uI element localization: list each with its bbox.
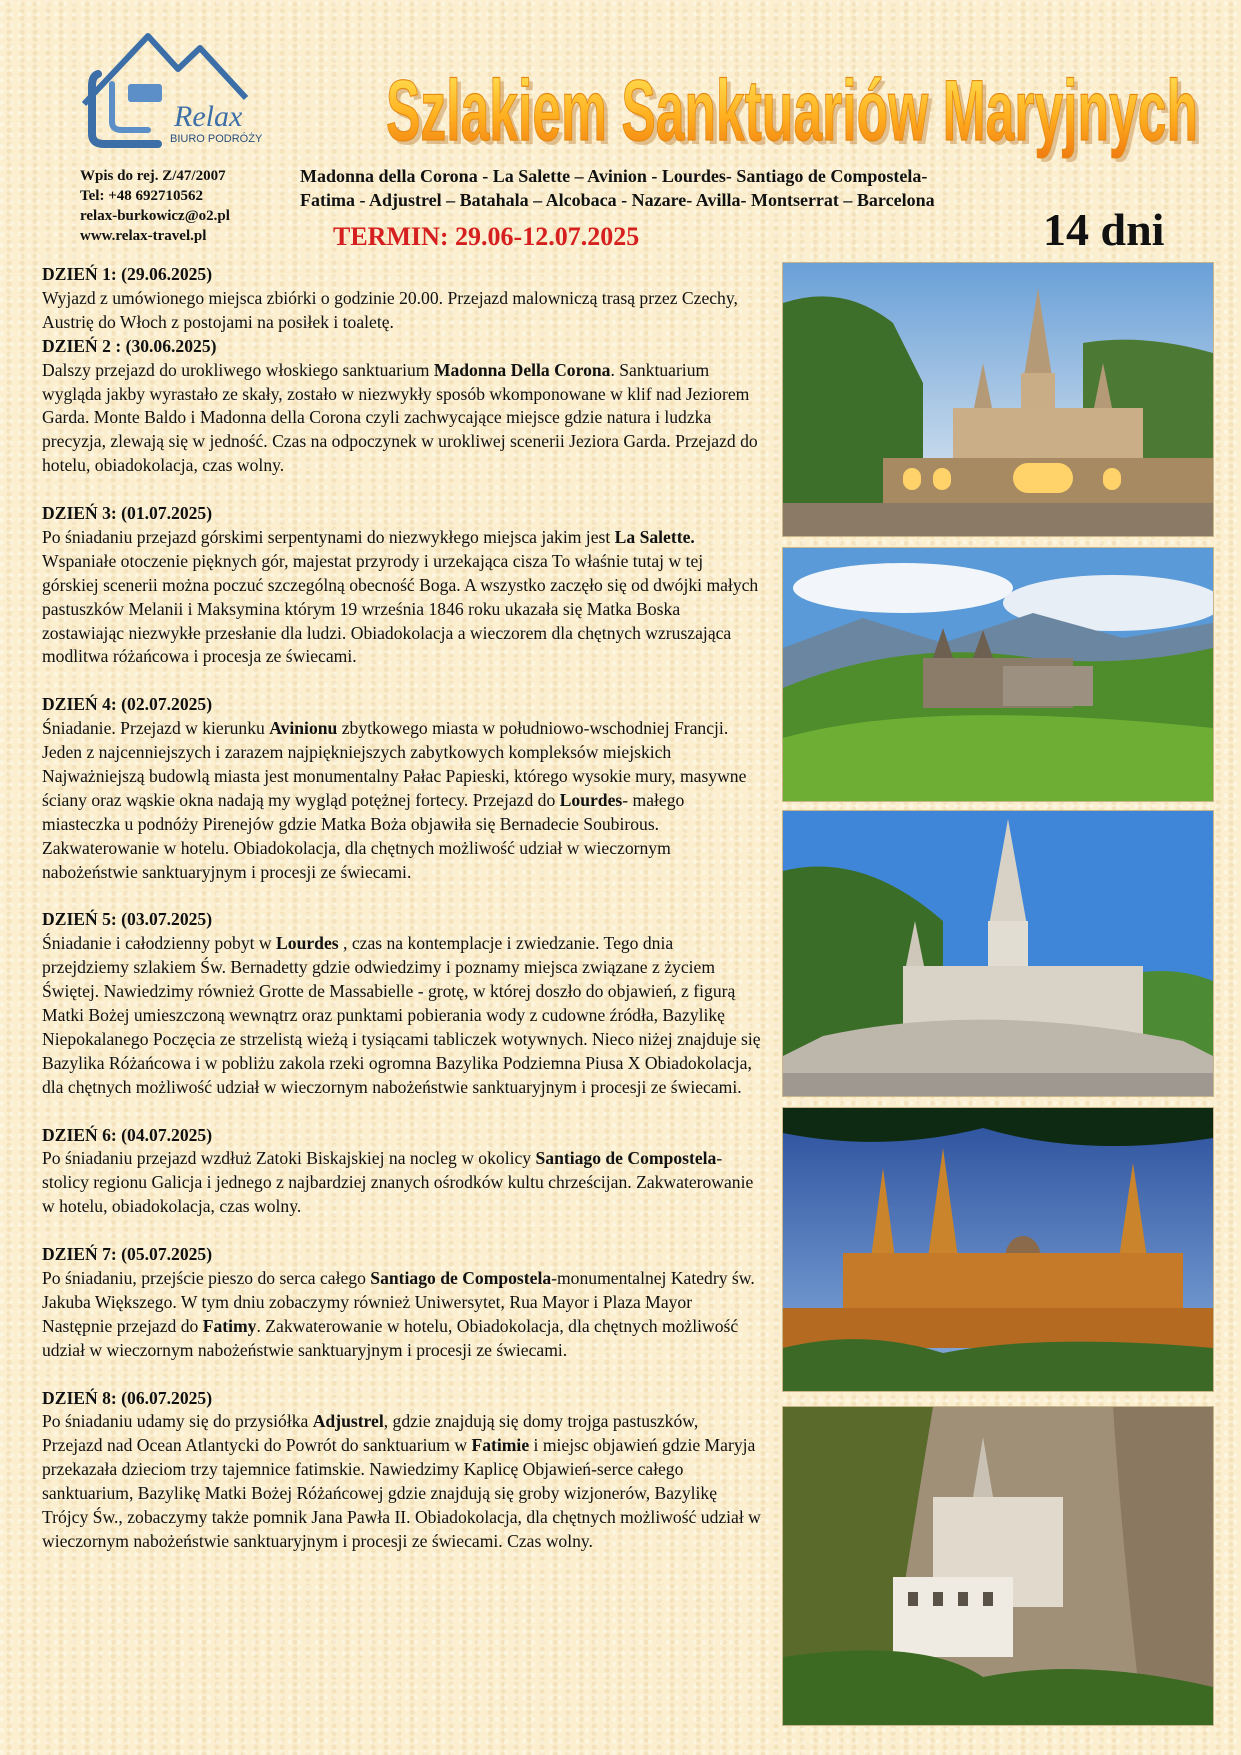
tour-duration: 14 dni [1043, 204, 1165, 255]
description-text: Po śniadaniu przejazd wzdłuż Zatoki Biskajskiej na nocleg w okolicy [42, 1148, 536, 1169]
route-line-2: Fatima - Adjustrel – Batahala – Alcobaca - Nazare- Avilla- Montserrat – Barcelona [300, 190, 935, 210]
page-title [380, 28, 1210, 168]
highlighted-place: Adjustrel [312, 1411, 384, 1432]
logo-subtitle: BIURO PODRÓŻY [170, 133, 263, 145]
santiago-cathedral-photo [782, 1107, 1214, 1392]
itinerary [42, 263, 762, 1554]
day-description [42, 932, 762, 1099]
page-title-text: Szlakiem Sanktuariów Maryjnych [386, 63, 1198, 159]
covadonga-cliff-sanctuary-photo [782, 1406, 1214, 1726]
route-line-1: Madonna della Corona - La Salette – Avinion - Lourdes- Santiago de Compostela- [300, 166, 928, 186]
day-heading: DZIEŃ 1: (29.06.2025) [42, 264, 213, 284]
tour-dates: TERMIN: 29.06-12.07.2025 [333, 222, 640, 251]
itinerary-day [42, 1387, 762, 1554]
highlighted-place: Lourdes [559, 789, 623, 810]
highlighted-place: Lourdes [276, 933, 339, 954]
highlighted-place: Avinionu [269, 718, 338, 739]
email-address: relax-burkowicz@o2.pl [80, 208, 230, 224]
day-heading: DZIEŃ 7: (05.07.2025) [42, 1244, 213, 1265]
highlighted-place: Fatimie [471, 1435, 530, 1456]
itinerary-day [42, 1124, 762, 1220]
day-description [42, 717, 762, 884]
registration-number: Wpis do rej. Z/47/2007 [80, 168, 226, 184]
highlighted-place: Santiago de Compostela [370, 1267, 552, 1288]
itinerary-day [42, 693, 762, 884]
highlighted-place: Santiago de Compostela [535, 1148, 717, 1169]
logo-brand: Relax [174, 100, 243, 133]
itinerary-day [42, 263, 762, 335]
day-heading: DZIEŃ 8: (06.07.2025) [42, 1387, 213, 1408]
description-text: -monumentalnej Katedry św. Jakuba Większego. W tym dniu zobaczymy również Uniwersytet, Rua Mayor i Plaza Mayor Następnie przejazd do [42, 1267, 755, 1336]
lourdes-basilica-evening-photo [782, 262, 1214, 537]
day-description [42, 287, 762, 335]
description-text: Wspaniałe otoczenie pięknych gór, majestat przyrody i urzekająca cisza To właśnie tutaj w tej górskiej scenerii można poczuć szczególną obecność Boga. A wszystko zaczęło się od dwójki małych pastuszków Melanii i Maksymina którym 19 września 1846 roku ukazała się Matka Boska zostawiając niezwykłe przesłanie dla ludzi. Obiadokolacja a wieczorem dla chętnych wzruszająca modlitwa różańcowa i procesja ze świecami. [42, 550, 759, 667]
day-heading: DZIEŃ 2 : (30.06.2025) [42, 335, 217, 356]
description-text: . Sanktuarium wygląda jakby wyrastało ze skały, zostało w niezwykły sposób wkomponowane w klif nad Jeziorem Garda. Monte Baldo i Madonna della Corona czyli zachwycające miejsce gdzie natura i ludzka precyzja, zlewają się w jedność. Czas na odpoczynek w urokliwej scenerii Jeziora Garda. Przejazd do hotelu, obiadokolacja, czas wolny. [42, 359, 758, 476]
itinerary-day [42, 335, 762, 478]
description-text: -stolicy regionu Galicja i jednego z najbardziej znanych ośrodków kultu chrześcijan. Zakwaterowanie w hotelu, obiadokolacja, czas wolny. [42, 1148, 754, 1217]
highlighted-place: Madonna Della Corona [433, 359, 611, 380]
website-address: www.relax-travel.pl [80, 228, 207, 244]
day-description [42, 1147, 762, 1219]
description-text: , czas na kontemplacje i zwiedzanie. Tego dnia przejdziemy szlakiem Św. Bernadetty gdzie odwiedzimy i poznamy miejsca związane z życiem Świętej. Nawiedzimy również Grotte de Massabielle - grotę, w której doszło do objawień, z figurą Matki Bożej umieszczoną wewnątrz oraz punktami pobierania wody z cudowne źródła, Bazylikę Niepokalanego Poczęcia ze strzelistą wieżą i tysiącami tabliczek wotywnych. Nieco niżej znajduje się Bazylika Różańcowa i w pobliżu zakola rzeki ogromna Bazylika Podziemna Piusa X Obiadokolacja, dla chętnych możliwość udział w wieczornym nabożeństwie sanktuaryjnym i procesji ze świecami. [42, 933, 761, 1097]
description-text: Po śniadaniu udamy się do przysiółka [42, 1411, 313, 1432]
highlighted-place: La Salette. [614, 526, 695, 547]
day-description [42, 526, 762, 669]
highlighted-place: Fatimy [202, 1315, 257, 1336]
day-heading: DZIEŃ 5: (03.07.2025) [42, 909, 213, 930]
company-logo [78, 14, 278, 164]
description-text: Po śniadaniu, przejście pieszo do serca całego [42, 1267, 371, 1288]
day-heading: DZIEŃ 3: (01.07.2025) [42, 503, 213, 524]
itinerary-day [42, 502, 762, 669]
description-text: i miejsc objawień gdzie Maryja przekazała dzieciom trzy tajemnice fatimskie. Nawiedzimy Kaplicę Objawień-serce całego sanktuarium, Bazylikę Matki Bożej Różańcowej gdzie znajdują się groby wizjonerów, Bazylikę Trójcy Św., zobaczymy także pomnik Jana Pawła II. Obiadokolacja, dla chętnych możliwość udział w wieczornym nabożeństwie sanktuaryjnym i procesji ze świecami. Czas wolny. [42, 1435, 761, 1551]
description-text: Po śniadaniu przejazd górskimi serpentynami do niezwykłego miejsca jakim jest [42, 526, 615, 547]
day-heading: DZIEŃ 6: (04.07.2025) [42, 1124, 213, 1145]
description-text: Śniadanie. Przejazd w kierunku [42, 718, 270, 739]
route-list [300, 164, 1040, 212]
la-salette-mountain-sanctuary-photo [782, 547, 1214, 802]
itinerary-day [42, 1243, 762, 1363]
itinerary-day [42, 908, 762, 1099]
description-text: . Zakwaterowanie w hotelu, Obiadokolacja, dla chętnych możliwość udział w wieczornym nabożeństwie sanktuaryjnym i procesji ze świecami. [42, 1315, 739, 1360]
description-text: Dalszy przejazd do urokliwego włoskiego sanktuarium [42, 359, 434, 380]
contact-info [80, 166, 230, 246]
day-heading: DZIEŃ 4: (02.07.2025) [42, 694, 213, 715]
description-text: - małego miasteczka u podnóży Pirenejów gdzie Matka Boża objawiła się Bernadecie Soubirous. Zakwaterowanie w hotelu. Obiadokolacja, dla chętnych możliwość udział w wieczornym nabożeństwie sanktuaryjnym i procesji ze świecami. [42, 789, 685, 882]
svg-text:Szlakiem Sanktuariów Maryjnych: Szlakiem Sanktuariów Maryjnych [390, 67, 1202, 163]
day-description [42, 1267, 762, 1363]
description-text: Śniadanie i całodzienny pobyt w [42, 933, 277, 954]
description-text: zbytkowego miasta w południowo-wschodniej Francji. Jeden z najcenniejszych i zarazem najpiękniejszych zabytkowych kompleksów miejskich Najważniejszą budowlą miasta jest monumentalny Pałac Papieski, którego wysokie mury, masywne ściany oraz wąskie okna nadają my wygląd potężnej fortecy. Przejazd do [42, 718, 747, 810]
day-description [42, 359, 762, 479]
lourdes-basilica-daytime-photo [782, 810, 1214, 1097]
description-text: Wyjazd z umówionego miejsca zbiórki o godzinie 20.00. Przejazd malowniczą trasą przez Czechy, Austrię do Włoch z postojami na posiłek i toaletę. [42, 287, 738, 332]
day-description [42, 1410, 762, 1553]
phone-number: Tel: +48 692710562 [80, 188, 203, 204]
description-text: , gdzie znajdują się domy trojga pastuszków, Przejazd nad Ocean Atlantycki do Powrót do sanktuarium w [42, 1411, 699, 1456]
